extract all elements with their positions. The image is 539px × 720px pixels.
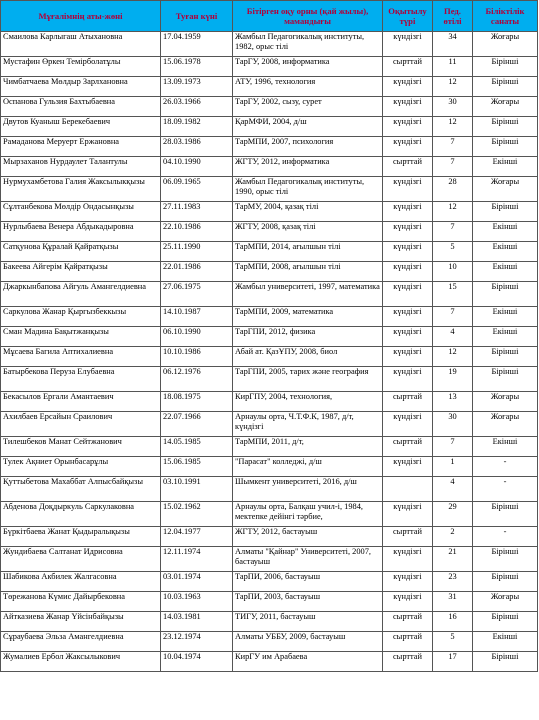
cell-category: - [473, 457, 538, 477]
cell-birth-date: 18.08.1975 [161, 392, 233, 412]
cell-experience: 7 [433, 157, 473, 177]
cell-education: ЖГТУ, 2012, информатика [233, 157, 383, 177]
table-row [1, 347, 538, 367]
cell-study-form: күндізгі [383, 327, 433, 347]
cell-education: Жамбыл Педагогикалық институты, 1990, орыс тілі [233, 177, 383, 202]
cell-experience: 7 [433, 307, 473, 327]
cell-birth-date: 15.06.1978 [161, 57, 233, 77]
table-row [1, 57, 538, 77]
cell-category: Бірінші [473, 572, 538, 592]
table-row [1, 527, 538, 547]
table-row [1, 392, 538, 412]
cell-education: ТарГУ, 2008, информатика [233, 57, 383, 77]
cell-study-form: күндізгі [383, 32, 433, 57]
cell-education: Алматы "Қайнар" Университеті, 2007, бастауыш [233, 547, 383, 572]
cell-study-form: сырттай [383, 157, 433, 177]
cell-education: ТарМПИ, 2007, психология [233, 137, 383, 157]
cell-category: Бірінші [473, 137, 538, 157]
cell-name: Жумалиев Ербол Жаксылыкович [1, 652, 161, 672]
table-row [1, 262, 538, 282]
cell-birth-date: 06.10.1990 [161, 327, 233, 347]
cell-birth-date: 28.03.1986 [161, 137, 233, 157]
cell-category: Жоғары [473, 177, 538, 202]
cell-experience: 1 [433, 457, 473, 477]
cell-experience: 19 [433, 367, 473, 392]
table-row [1, 77, 538, 97]
cell-education: Жамбыл Педагогикалық институты, 1982, орыс тілі [233, 32, 383, 57]
cell-birth-date: 04.10.1990 [161, 157, 233, 177]
cell-experience: 15 [433, 282, 473, 307]
cell-experience: 10 [433, 262, 473, 282]
cell-name: Шабикова Акбилек Жалгасовна [1, 572, 161, 592]
cell-experience: 23 [433, 572, 473, 592]
cell-category: Бірінші [473, 282, 538, 307]
cell-birth-date: 12.04.1977 [161, 527, 233, 547]
table-row [1, 632, 538, 652]
cell-category: Екінші [473, 327, 538, 347]
table-row [1, 97, 538, 117]
cell-education: ТарМПИ, 2011, д/т, [233, 437, 383, 457]
cell-name: Нурмухамбетова Галия Жаксылыкқызы [1, 177, 161, 202]
cell-category: Бірінші [473, 652, 538, 672]
cell-study-form: күндізгі [383, 547, 433, 572]
cell-name: Батырбекова Перуза Елубаевна [1, 367, 161, 392]
cell-experience: 30 [433, 412, 473, 437]
cell-name: Мустафин Өркен Темірболатұлы [1, 57, 161, 77]
cell-category: Бірінші [473, 347, 538, 367]
cell-study-form: күндізгі [383, 202, 433, 222]
cell-experience: 12 [433, 202, 473, 222]
table-row [1, 367, 538, 392]
cell-category: Бірінші [473, 77, 538, 97]
cell-name: Бакеева Айгерім Қайратқызы [1, 262, 161, 282]
cell-category: Бірінші [473, 547, 538, 572]
cell-education: Жамбыл университеті, 1997, математика [233, 282, 383, 307]
header-name: Мұғалімнің аты-жөні [1, 1, 161, 32]
cell-study-form [383, 477, 433, 502]
table-row [1, 612, 538, 632]
cell-birth-date: 14.03.1981 [161, 612, 233, 632]
cell-experience: 21 [433, 547, 473, 572]
cell-experience: 5 [433, 632, 473, 652]
cell-study-form: күндізгі [383, 97, 433, 117]
cell-name: Сатқунова Құралай Қайратқызы [1, 242, 161, 262]
table-row [1, 307, 538, 327]
cell-study-form: күндізгі [383, 307, 433, 327]
cell-study-form: күндізгі [383, 242, 433, 262]
cell-category: Екінші [473, 632, 538, 652]
cell-name: Сман Мадина Бақытжанқызы [1, 327, 161, 347]
cell-experience: 7 [433, 137, 473, 157]
cell-study-form: күндізгі [383, 117, 433, 137]
table-row [1, 547, 538, 572]
cell-birth-date: 14.10.1987 [161, 307, 233, 327]
cell-birth-date: 22.01.1986 [161, 262, 233, 282]
cell-birth-date: 27.06.1975 [161, 282, 233, 307]
cell-name: Смаилова Карлыгаш Атыхановна [1, 32, 161, 57]
cell-study-form: сырттай [383, 437, 433, 457]
table-row [1, 412, 538, 437]
cell-category: Бірінші [473, 612, 538, 632]
table-row [1, 137, 538, 157]
cell-study-form: күндізгі [383, 347, 433, 367]
table-row [1, 202, 538, 222]
cell-name: Тулек Ақниет Орынбасарұлы [1, 457, 161, 477]
cell-birth-date: 03.10.1991 [161, 477, 233, 502]
cell-birth-date: 25.11.1990 [161, 242, 233, 262]
table-row [1, 157, 538, 177]
cell-name: Ахилбаев Ерсайын Сраилович [1, 412, 161, 437]
table-row [1, 502, 538, 527]
cell-birth-date: 15.02.1962 [161, 502, 233, 527]
cell-study-form: күндізгі [383, 457, 433, 477]
cell-birth-date: 26.03.1966 [161, 97, 233, 117]
cell-study-form: сырттай [383, 632, 433, 652]
cell-education: ТарПИ, 2006, бастауыш [233, 572, 383, 592]
header-experience: Пед. өтілі [433, 1, 473, 32]
cell-birth-date: 22.07.1966 [161, 412, 233, 437]
cell-category: Жоғары [473, 592, 538, 612]
cell-name: Бекасылов Ергали Амантаевич [1, 392, 161, 412]
cell-birth-date: 10.04.1974 [161, 652, 233, 672]
cell-birth-date: 17.04.1959 [161, 32, 233, 57]
cell-name: Қуттыбетова Махаббат Алпысбайқызы [1, 477, 161, 502]
cell-experience: 29 [433, 502, 473, 527]
cell-birth-date: 22.10.1986 [161, 222, 233, 242]
table-row [1, 282, 538, 307]
cell-name: Джаркынбапова Айгуль Амангелдиевна [1, 282, 161, 307]
table-row [1, 32, 538, 57]
cell-study-form: күндізгі [383, 177, 433, 202]
cell-category: - [473, 527, 538, 547]
cell-study-form: сырттай [383, 392, 433, 412]
cell-experience: 11 [433, 57, 473, 77]
cell-study-form: күндізгі [383, 222, 433, 242]
cell-education: КирГУ им Арабаева [233, 652, 383, 672]
cell-category: Бірінші [473, 117, 538, 137]
cell-experience: 12 [433, 77, 473, 97]
cell-birth-date: 14.05.1985 [161, 437, 233, 457]
cell-education: Алматы УББУ, 2009, бастауыш [233, 632, 383, 652]
cell-experience: 31 [433, 592, 473, 612]
cell-education: Абай ат. ҚазҰПУ, 2008, биол [233, 347, 383, 367]
cell-category: Екінші [473, 437, 538, 457]
cell-category: Екінші [473, 307, 538, 327]
cell-name: Рамаданова Меруерт Ержановна [1, 137, 161, 157]
cell-category: Бірінші [473, 502, 538, 527]
cell-study-form: күндізгі [383, 137, 433, 157]
table-row [1, 592, 538, 612]
cell-name: Айтказиева Жанар Үйсінбайқызы [1, 612, 161, 632]
table-row [1, 437, 538, 457]
cell-birth-date: 06.12.1976 [161, 367, 233, 392]
cell-category: Бірінші [473, 202, 538, 222]
cell-experience: 2 [433, 527, 473, 547]
cell-category: Екінші [473, 242, 538, 262]
cell-experience: 34 [433, 32, 473, 57]
table-row [1, 652, 538, 672]
cell-experience: 4 [433, 477, 473, 502]
cell-study-form: күндізгі [383, 502, 433, 527]
cell-category: - [473, 477, 538, 502]
header-birth-date: Туған күні [161, 1, 233, 32]
cell-experience: 30 [433, 97, 473, 117]
cell-study-form: сырттай [383, 527, 433, 547]
cell-education: КирГПУ, 2004, технология, [233, 392, 383, 412]
cell-category: Екінші [473, 157, 538, 177]
header-category: Біліктілік санаты [473, 1, 538, 32]
cell-name: Төрежанова Күмис Дайырбековна [1, 592, 161, 612]
cell-education: ТарМПИ, 2008, ағылшын тілі [233, 262, 383, 282]
cell-study-form: күндізгі [383, 412, 433, 437]
header-study-form: Оқытылу түрі [383, 1, 433, 32]
cell-experience: 12 [433, 347, 473, 367]
cell-name: Мырзаханов Нурдаулет Талантулы [1, 157, 161, 177]
cell-education: ТарПИ, 2003, бастауыш [233, 592, 383, 612]
table-row [1, 177, 538, 202]
cell-category: Бірінші [473, 57, 538, 77]
cell-category: Екінші [473, 262, 538, 282]
cell-experience: 13 [433, 392, 473, 412]
cell-education: ЖГТУ, 2012, бастауыш [233, 527, 383, 547]
cell-name: Мұсаева Багила Аптихалиевна [1, 347, 161, 367]
cell-name: Абденова Доқдыркуль Саркулаковна [1, 502, 161, 527]
table-body [1, 32, 538, 672]
cell-study-form: күндізгі [383, 282, 433, 307]
cell-category: Бірінші [473, 367, 538, 392]
cell-birth-date: 10.03.1963 [161, 592, 233, 612]
cell-study-form: күндізгі [383, 77, 433, 97]
cell-education: ТарМПИ, 2009, математика [233, 307, 383, 327]
table-row [1, 117, 538, 137]
table-row [1, 222, 538, 242]
cell-name: Двутов Куаныш Берекебаевич [1, 117, 161, 137]
cell-name: Сұраубаева Эльза Амангелдиевна [1, 632, 161, 652]
cell-education: ТИГУ, 2011, бастауыш [233, 612, 383, 632]
cell-experience: 4 [433, 327, 473, 347]
cell-education: "Парасат" колледжі, д/ш [233, 457, 383, 477]
cell-birth-date: 23.12.1974 [161, 632, 233, 652]
cell-name: Нурлыбаева Венера Абдыкадыровна [1, 222, 161, 242]
table-row [1, 572, 538, 592]
cell-education: ҚарМФИ, 2004, д/ш [233, 117, 383, 137]
cell-study-form: күндізгі [383, 592, 433, 612]
cell-experience: 5 [433, 242, 473, 262]
table-header-row [1, 1, 538, 32]
cell-education: Шымкент университеті, 2016, д/ш [233, 477, 383, 502]
cell-category: Жоғары [473, 97, 538, 117]
cell-category: Екінші [473, 222, 538, 242]
cell-study-form: күндізгі [383, 572, 433, 592]
cell-experience: 7 [433, 437, 473, 457]
cell-birth-date: 03.01.1974 [161, 572, 233, 592]
cell-experience: 7 [433, 222, 473, 242]
table-row [1, 457, 538, 477]
cell-name: Жундибаева Салтанат Идрисовна [1, 547, 161, 572]
cell-category: Жоғары [473, 392, 538, 412]
cell-name: Чимбатчаева Мөлдыр Зарлхановна [1, 77, 161, 97]
cell-education: ТарГПИ, 2012, физика [233, 327, 383, 347]
cell-name: Сұлтанбекова Мөлдір Ондасынқызы [1, 202, 161, 222]
cell-study-form: сырттай [383, 57, 433, 77]
cell-category: Жоғары [473, 412, 538, 437]
cell-name: Тилешбеков Манат Сейтжанович [1, 437, 161, 457]
cell-name: Оспанова Гульзия Бахтыбаевна [1, 97, 161, 117]
table-row [1, 477, 538, 502]
cell-birth-date: 18.09.1982 [161, 117, 233, 137]
table-row [1, 327, 538, 347]
cell-education: АТУ, 1996, технология [233, 77, 383, 97]
cell-experience: 16 [433, 612, 473, 632]
cell-birth-date: 13.09.1973 [161, 77, 233, 97]
cell-education: ЖГТУ, 2008, қазақ тілі [233, 222, 383, 242]
cell-study-form: сырттай [383, 612, 433, 632]
cell-study-form: күндізгі [383, 262, 433, 282]
cell-birth-date: 10.10.1986 [161, 347, 233, 367]
cell-birth-date: 12.11.1974 [161, 547, 233, 572]
cell-birth-date: 06.09.1965 [161, 177, 233, 202]
cell-education: Арнаулы орта, Ч.Т.Ф.К, 1987, д/т, күндізгі [233, 412, 383, 437]
cell-study-form: сырттай [383, 652, 433, 672]
cell-birth-date: 15.06.1985 [161, 457, 233, 477]
cell-birth-date: 27.11.1983 [161, 202, 233, 222]
header-education: Бітірген оқу орны (қай жылы), мамандығы [233, 1, 383, 32]
cell-name: Бүркітбаева Жанат Қыдыралықызы [1, 527, 161, 547]
cell-experience: 12 [433, 117, 473, 137]
table-row [1, 242, 538, 262]
cell-study-form: күндізгі [383, 367, 433, 392]
cell-experience: 28 [433, 177, 473, 202]
cell-name: Саркулова Жанар Қыргызбеккызы [1, 307, 161, 327]
cell-experience: 17 [433, 652, 473, 672]
cell-education: ТарМУ, 2004, қазақ тілі [233, 202, 383, 222]
cell-education: ТарГУ, 2002, сызу, сурет [233, 97, 383, 117]
cell-education: ТарГПИ, 2005, тарих және география [233, 367, 383, 392]
cell-education: Арнаулы орта, Балқаш учил-і, 1984, мектепке дейінгі тәрбие, [233, 502, 383, 527]
cell-education: ТарМПИ, 2014, ағылшын тілі [233, 242, 383, 262]
cell-category: Жоғары [473, 32, 538, 57]
